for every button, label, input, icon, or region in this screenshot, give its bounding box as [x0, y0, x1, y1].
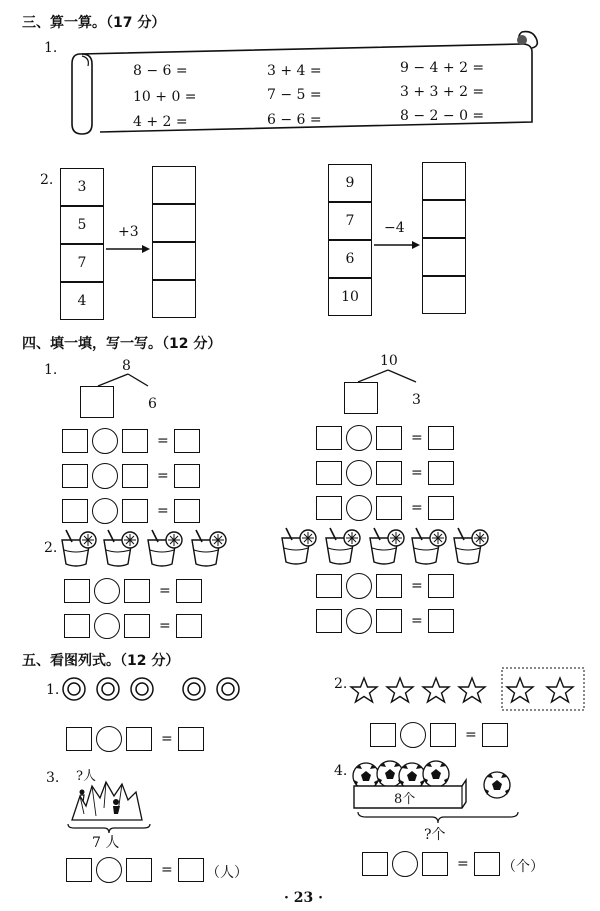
operator-circle[interactable]: [346, 460, 372, 486]
q3-unknown-label: ?人: [76, 769, 96, 784]
bond-given-number: 6: [148, 396, 157, 412]
bond-answer-box[interactable]: [80, 386, 114, 418]
operator-circle[interactable]: [92, 428, 118, 454]
operand-box[interactable]: [62, 499, 88, 523]
right-answer-cell[interactable]: [422, 238, 466, 276]
right-arrow-icon: [374, 240, 422, 250]
operand-box[interactable]: [370, 723, 396, 747]
operator-circle[interactable]: [346, 573, 372, 599]
expr-4: 10 + 0 =: [133, 89, 197, 105]
left-input-cell: 5: [60, 206, 104, 244]
operand-box[interactable]: [422, 852, 448, 876]
expr-7: 4 + 2 =: [133, 114, 188, 130]
unit-label: （个）: [502, 859, 544, 875]
expr-2: 3 + 4 =: [267, 63, 322, 79]
right-answer-cell[interactable]: [422, 276, 466, 314]
q4-box-label: 8个: [394, 792, 416, 807]
operand-box[interactable]: [316, 609, 342, 633]
operand-box[interactable]: [64, 579, 90, 603]
result-box[interactable]: [482, 723, 508, 747]
right-answer-cell[interactable]: [422, 200, 466, 238]
operand-box[interactable]: [430, 723, 456, 747]
right-operator: −4: [384, 220, 405, 236]
operand-box[interactable]: [376, 609, 402, 633]
ring-icons: [62, 676, 242, 702]
operator-circle[interactable]: [94, 613, 120, 639]
bond-top-number: 10: [380, 353, 398, 369]
operand-box[interactable]: [316, 426, 342, 450]
bond-given-number: 3: [412, 392, 421, 408]
left-operator: +3: [118, 224, 139, 240]
operand-box[interactable]: [122, 499, 148, 523]
result-box[interactable]: [178, 858, 204, 882]
operand-box[interactable]: [64, 614, 90, 638]
operator-circle[interactable]: [400, 722, 426, 748]
bond-answer-box[interactable]: [344, 382, 378, 414]
expr-1: 8 − 6 =: [133, 63, 188, 79]
expr-6: 3 + 3 + 2 =: [400, 84, 485, 100]
operator-circle[interactable]: [94, 578, 120, 604]
operand-box[interactable]: [124, 579, 150, 603]
equals-sign: =: [157, 433, 169, 449]
right-arrow-icon: [106, 244, 152, 254]
operand-box[interactable]: [122, 429, 148, 453]
operand-box[interactable]: [316, 496, 342, 520]
expr-8: 6 − 6 =: [267, 112, 322, 128]
right-input-cell: 9: [328, 164, 372, 202]
result-box[interactable]: [178, 727, 204, 751]
left-input-cell: 3: [60, 168, 104, 206]
operand-box[interactable]: [376, 496, 402, 520]
equals-sign: =: [411, 430, 423, 446]
equals-sign: =: [457, 856, 469, 872]
operand-box[interactable]: [122, 464, 148, 488]
equals-sign: =: [465, 727, 477, 743]
operator-circle[interactable]: [346, 495, 372, 521]
operator-circle[interactable]: [92, 498, 118, 524]
look-q4-label: 4.: [334, 763, 348, 779]
operator-circle[interactable]: [92, 463, 118, 489]
brace: [356, 810, 520, 824]
result-box[interactable]: [428, 461, 454, 485]
result-box[interactable]: [174, 464, 200, 488]
operator-circle[interactable]: [392, 851, 418, 877]
right-input-cell: 7: [328, 202, 372, 240]
result-box[interactable]: [428, 609, 454, 633]
operator-circle[interactable]: [96, 726, 122, 752]
left-input-cell: 7: [60, 244, 104, 282]
page-number: · 23 ·: [284, 890, 323, 906]
operand-box[interactable]: [126, 858, 152, 882]
result-box[interactable]: [176, 579, 202, 603]
equals-sign: =: [157, 503, 169, 519]
drink-glasses-right: [280, 528, 490, 568]
q2-label: 2.: [40, 172, 54, 188]
equals-sign: =: [159, 583, 171, 599]
q3-total-label: 7 人: [92, 835, 120, 851]
soccer-ball-icon: [482, 770, 512, 800]
q1-label: 1.: [44, 40, 58, 56]
expr-3: 9 − 4 + 2 =: [400, 60, 485, 76]
bond-top-number: 8: [122, 358, 131, 374]
section-4-title: 四、填一填，写一写。（12 分）: [22, 336, 222, 352]
unit-label: （人）: [206, 865, 248, 881]
operand-box[interactable]: [126, 727, 152, 751]
operand-box[interactable]: [124, 614, 150, 638]
star-icons: [350, 668, 586, 712]
operator-circle[interactable]: [96, 857, 122, 883]
result-box[interactable]: [174, 499, 200, 523]
right-input-cell: 10: [328, 278, 372, 316]
equals-sign: =: [157, 468, 169, 484]
result-box[interactable]: [428, 574, 454, 598]
operand-box[interactable]: [316, 461, 342, 485]
operand-box[interactable]: [62, 429, 88, 453]
operand-box[interactable]: [362, 852, 388, 876]
operator-circle[interactable]: [346, 425, 372, 451]
equals-sign: =: [161, 731, 173, 747]
equals-sign: =: [161, 862, 173, 878]
result-box[interactable]: [428, 496, 454, 520]
q4-total-label: ?个: [424, 827, 446, 843]
look-q1-label: 1.: [46, 682, 60, 698]
drink-glasses-left: [60, 530, 230, 570]
section-5-title: 五、看图列式。（12 分）: [22, 653, 180, 669]
look-q2-label: 2.: [334, 676, 348, 692]
expr-5: 7 − 5 =: [267, 87, 322, 103]
result-box[interactable]: [176, 614, 202, 638]
left-input-cell: 4: [60, 282, 104, 320]
equals-sign: =: [411, 500, 423, 516]
equals-sign: =: [411, 465, 423, 481]
left-answer-cell[interactable]: [152, 166, 196, 204]
operand-box[interactable]: [376, 426, 402, 450]
operand-box[interactable]: [66, 858, 92, 882]
left-answer-cell[interactable]: [152, 204, 196, 242]
left-answer-cell[interactable]: [152, 242, 196, 280]
section-3-title: 三、算一算。（17 分）: [22, 15, 166, 31]
fill-q1-label: 1.: [44, 362, 58, 378]
result-box[interactable]: [428, 426, 454, 450]
result-box[interactable]: [174, 429, 200, 453]
expr-9: 8 − 2 − 0 =: [400, 108, 485, 124]
operand-box[interactable]: [376, 461, 402, 485]
operand-box[interactable]: [66, 727, 92, 751]
result-box[interactable]: [474, 852, 500, 876]
right-answer-cell[interactable]: [422, 162, 466, 200]
look-q3-label: 3.: [46, 770, 60, 786]
operand-box[interactable]: [316, 574, 342, 598]
operand-box[interactable]: [62, 464, 88, 488]
mountain-people-image: [70, 778, 146, 822]
equals-sign: =: [159, 618, 171, 634]
equals-sign: =: [411, 578, 423, 594]
operator-circle[interactable]: [346, 608, 372, 634]
fill-q2-label: 2.: [44, 540, 58, 556]
operand-box[interactable]: [376, 574, 402, 598]
equals-sign: =: [411, 613, 423, 629]
right-input-cell: 6: [328, 240, 372, 278]
left-answer-cell[interactable]: [152, 280, 196, 318]
